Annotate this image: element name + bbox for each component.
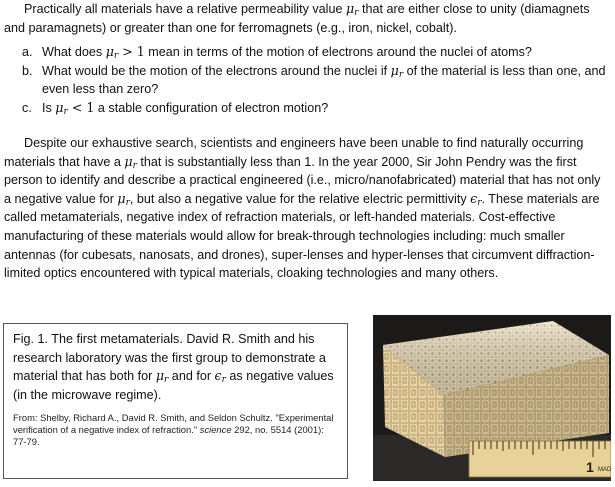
metamaterial-photo	[373, 315, 611, 481]
figure-source-citation: From: Shelby, Richard A., David R. Smith, and Seldon Schultz. "Experimental verification of a negative index of refraction." science 292, no. 5514 (2001): 77-79.	[13, 412, 334, 447]
question-c: c. Is $\mu_r < 1$ a stable configuration of electron motion?	[22, 99, 329, 117]
journal-name: science	[199, 424, 232, 435]
epsilon-r-symbol: $\epsilon_r$	[470, 190, 482, 208]
ruler-number: 1	[586, 459, 594, 475]
intro-paragraph	[4, 0, 610, 37]
question-list	[22, 43, 610, 117]
mu-r-symbol: $\mu_r$	[55, 99, 68, 117]
ruler-brand: MAD	[598, 467, 611, 473]
question-b: b. What would be the motion of the electrons around the nuclei if $\mu_r$ of the material is less than one, and even less than zero?	[22, 62, 606, 97]
mu-r-symbol: $\mu_r$	[155, 368, 169, 385]
metamaterials-paragraph: Despite our exhaustive search, scientists and engineers have been unable to find naturally occurring materials that have a $\mu_r$ that is substantially less than 1. In the year 2000, Sir John Pendry was the first person to identify and describe a practical engineered (i.e., micro/nanofabricated) material that has not only a negative value for $\mu_r$, but also a negative value for the relative electric permittivity $\epsilon_r$. These materials are called metamaterials, negative index of refraction materials, or left-handed materials. Cost-effective manufacturing of these materials would allow for break-through technologies including: much smaller antennas (for cubesats, nanosats, and drones), super-lenses and hyper-lenses that circumvent diffraction-limited optics encountered with typical materials, cloaking technologies and many others.	[4, 136, 601, 281]
mu-r-symbol: $\mu_r$	[345, 1, 359, 18]
mu-r-symbol: $\mu_r$	[390, 62, 404, 80]
question-marker: c.	[22, 100, 32, 115]
mu-r-symbol: $\mu_r$	[105, 44, 119, 61]
mu-r-symbol: $\mu_r$	[117, 190, 130, 208]
epsilon-r-symbol: $\epsilon_r$	[214, 368, 226, 385]
intro-text-end: that are either close to unity (diamagnets and paramagnets) or greater than one for ferromagnets (e.g., iron, nickel, cobalt).	[4, 2, 590, 35]
ruler	[469, 441, 611, 477]
figure-caption: Fig. 1. The first metamaterials. David R. Smith and his research laboratory was the first group to demonstrate a material that has both for $\mu_r$ and for $\epsilon_r$ as negative values (in the microwave regime).	[13, 332, 334, 402]
question-a: a. What does $\mu_r > 1$ mean in terms of the motion of electrons around the nuclei of atoms?	[22, 44, 532, 61]
intro-text-start: Practically all materials have a relative permeability value	[24, 2, 346, 16]
question-marker: a.	[22, 45, 33, 59]
question-marker: b.	[22, 63, 33, 78]
figure-caption-box	[3, 323, 348, 479]
mu-r-symbol: $\mu_r$	[124, 153, 137, 171]
